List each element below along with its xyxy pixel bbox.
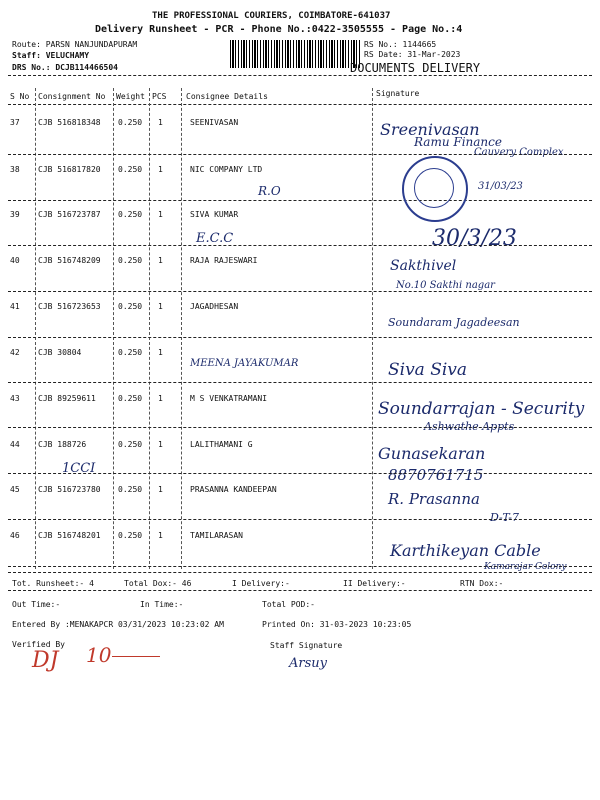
rs-date: RS Date: 31-Mar-2023: [364, 50, 461, 59]
row-signature: Siva Siva: [388, 360, 468, 380]
row-divider: [8, 473, 592, 474]
total-pod: Total POD:-: [262, 600, 315, 609]
row-handwritten-note: R.O: [258, 184, 281, 198]
verified-underline: [112, 656, 160, 657]
row-signature: Ashwathe Appts: [424, 420, 515, 433]
entered-by: Entered By :MENAKAPCR 03/31/2023 10:23:02 AM: [12, 620, 224, 629]
row-weight: 0.250: [118, 394, 143, 403]
row-sno: 39: [10, 210, 20, 219]
row-signature: Karthikeyan Cable: [390, 541, 541, 560]
row-pcs: 1: [158, 440, 163, 449]
row-pcs: 1: [158, 165, 163, 174]
row-consignment-no: CJB 516817820: [38, 165, 101, 174]
row-pcs: 1: [158, 394, 163, 403]
row-pcs: 1: [158, 531, 163, 540]
tot-runsheet: Tot. Runsheet:- 4: [12, 579, 94, 588]
row-weight: 0.250: [118, 440, 143, 449]
row-divider: [8, 245, 592, 246]
verified-initials-signature: DJ: [32, 648, 59, 673]
rtn-dox: RTN Dox:-: [460, 579, 504, 588]
row-consignee: PRASANNA KANDEEPAN: [190, 485, 277, 494]
row-consignment-no: CJB 516723780: [38, 485, 101, 494]
barcode-image: [230, 40, 360, 68]
row-signature: 8870761715: [388, 466, 484, 484]
verified-note: 10: [86, 643, 112, 667]
row-signature: Ramu Finance: [414, 135, 502, 149]
row-consignment-no: CJB 188726: [38, 440, 87, 449]
divider: [8, 75, 592, 76]
row-sno: 44: [10, 440, 20, 449]
row-signature: Soundarrajan - Security: [378, 399, 585, 419]
row-signature: Gunasekaran: [378, 444, 486, 463]
col-signature: Signature: [376, 89, 420, 98]
runsheet-subtitle: Delivery Runsheet - PCR - Phone No.:0422-3505555 - Page No.:4: [95, 24, 463, 35]
row-weight: 0.250: [118, 531, 143, 540]
row-signature: Kamarajar Colony: [484, 562, 567, 572]
row-consignment-no: CJB 516748209: [38, 256, 101, 265]
row-divider: [8, 519, 592, 520]
row-divider: [8, 382, 592, 383]
row-pcs: 1: [158, 302, 163, 311]
divider: [8, 104, 592, 105]
divider: [8, 590, 592, 591]
row-signature: Soundaram Jagadeesan: [388, 316, 520, 329]
row-handwritten-note: E.C.C: [196, 231, 234, 246]
staff-signature-label: Staff Signature: [270, 641, 343, 650]
row-consignment-no: CJB 516723787: [38, 210, 101, 219]
row-consignment-no: CJB 30804: [38, 348, 82, 357]
row-weight: 0.250: [118, 302, 143, 311]
row-pcs: 1: [158, 485, 163, 494]
in-time: In Time:-: [140, 600, 184, 609]
row-consignee: M S VENKATRAMANI: [190, 394, 268, 403]
row-pcs: 1: [158, 118, 163, 127]
row-signature: Sakthivel: [390, 258, 457, 274]
first-delivery: I Delivery:-: [232, 579, 290, 588]
row-sno: 41: [10, 302, 20, 311]
company-seal-stamp: [402, 156, 468, 222]
row-signature: D-T-7: [490, 511, 519, 524]
row-divider: [8, 427, 592, 428]
row-signature: R. Prasanna: [388, 490, 480, 508]
row-divider: [8, 291, 592, 292]
row-consignee: TAMILARASAN: [190, 531, 243, 540]
row-signature: 30/3/23: [432, 226, 517, 251]
row-pcs: 1: [158, 210, 163, 219]
row-pcs: 1: [158, 348, 163, 357]
total-dox: Total Dox:- 46: [124, 579, 192, 588]
row-weight: 0.250: [118, 118, 143, 127]
row-weight: 0.250: [118, 256, 143, 265]
row-handwritten-note: MEENA JAYAKUMAR: [190, 358, 299, 369]
row-signature: Sreenivasan: [380, 120, 480, 139]
column-rule: [113, 88, 114, 569]
row-sno: 43: [10, 394, 20, 403]
drs-number: DRS No.: DCJB114466504: [12, 63, 118, 72]
row-sno: 46: [10, 531, 20, 540]
column-rule: [181, 88, 182, 569]
row-consignment-no: CJB 516723653: [38, 302, 101, 311]
row-consignment-no: CJB 516748201: [38, 531, 101, 540]
row-consignee: SIVA KUMAR: [190, 210, 239, 219]
row-weight: 0.250: [118, 165, 143, 174]
row-weight: 0.250: [118, 210, 143, 219]
row-divider: [8, 200, 592, 201]
column-rule: [35, 88, 36, 569]
row-consignee: LALITHAMANI G: [190, 440, 253, 449]
rs-number: RS No.: 1144665: [364, 40, 437, 49]
row-consignee: SEENIVASAN: [190, 118, 239, 127]
staff-label: Staff: VELUCHAMY: [12, 51, 90, 60]
printed-on: Printed On: 31-03-2023 10:23:05: [262, 620, 412, 629]
divider: [8, 572, 592, 573]
col-consignment: Consignment No: [38, 92, 106, 101]
col-pcs: PCS: [152, 92, 167, 101]
col-consignee: Consignee Details: [186, 92, 268, 101]
second-delivery: II Delivery:-: [343, 579, 406, 588]
row-sno: 40: [10, 256, 20, 265]
row-handwritten-note: 1CCI: [62, 461, 96, 476]
row-pcs: 1: [158, 256, 163, 265]
row-consignment-no: CJB 516818348: [38, 118, 101, 127]
row-signature: Cauvery Complex: [474, 147, 564, 158]
verified-by-label: Verified By: [12, 640, 65, 649]
row-signature: 31/03/23: [478, 181, 523, 192]
out-time: Out Time:-: [12, 600, 61, 609]
row-consignee: NIC COMPANY LTD: [190, 165, 263, 174]
route-label: Route: PARSN NANJUNDAPURAM: [12, 40, 138, 49]
row-sno: 38: [10, 165, 20, 174]
row-sno: 37: [10, 118, 20, 127]
column-rule: [149, 88, 150, 569]
row-divider: [8, 566, 592, 567]
col-weight: Weight: [116, 92, 145, 101]
company-title: THE PROFESSIONAL COURIERS, COIMBATORE-641037: [152, 11, 391, 21]
row-divider: [8, 154, 592, 155]
row-sno: 45: [10, 485, 20, 494]
row-consignee: JAGADHESAN: [190, 302, 239, 311]
row-consignee: RAJA RAJESWARI: [190, 256, 258, 265]
row-weight: 0.250: [118, 348, 143, 357]
column-rule: [372, 88, 373, 569]
documents-delivery-label: DOCUMENTS DELIVERY: [350, 61, 481, 75]
row-weight: 0.250: [118, 485, 143, 494]
row-sno: 42: [10, 348, 20, 357]
row-signature: No.10 Sakthi nagar: [396, 280, 495, 291]
staff-signature: Arsuy: [289, 656, 327, 671]
row-consignment-no: CJB 89259611: [38, 394, 96, 403]
col-sno: S No: [10, 92, 30, 101]
row-divider: [8, 337, 592, 338]
